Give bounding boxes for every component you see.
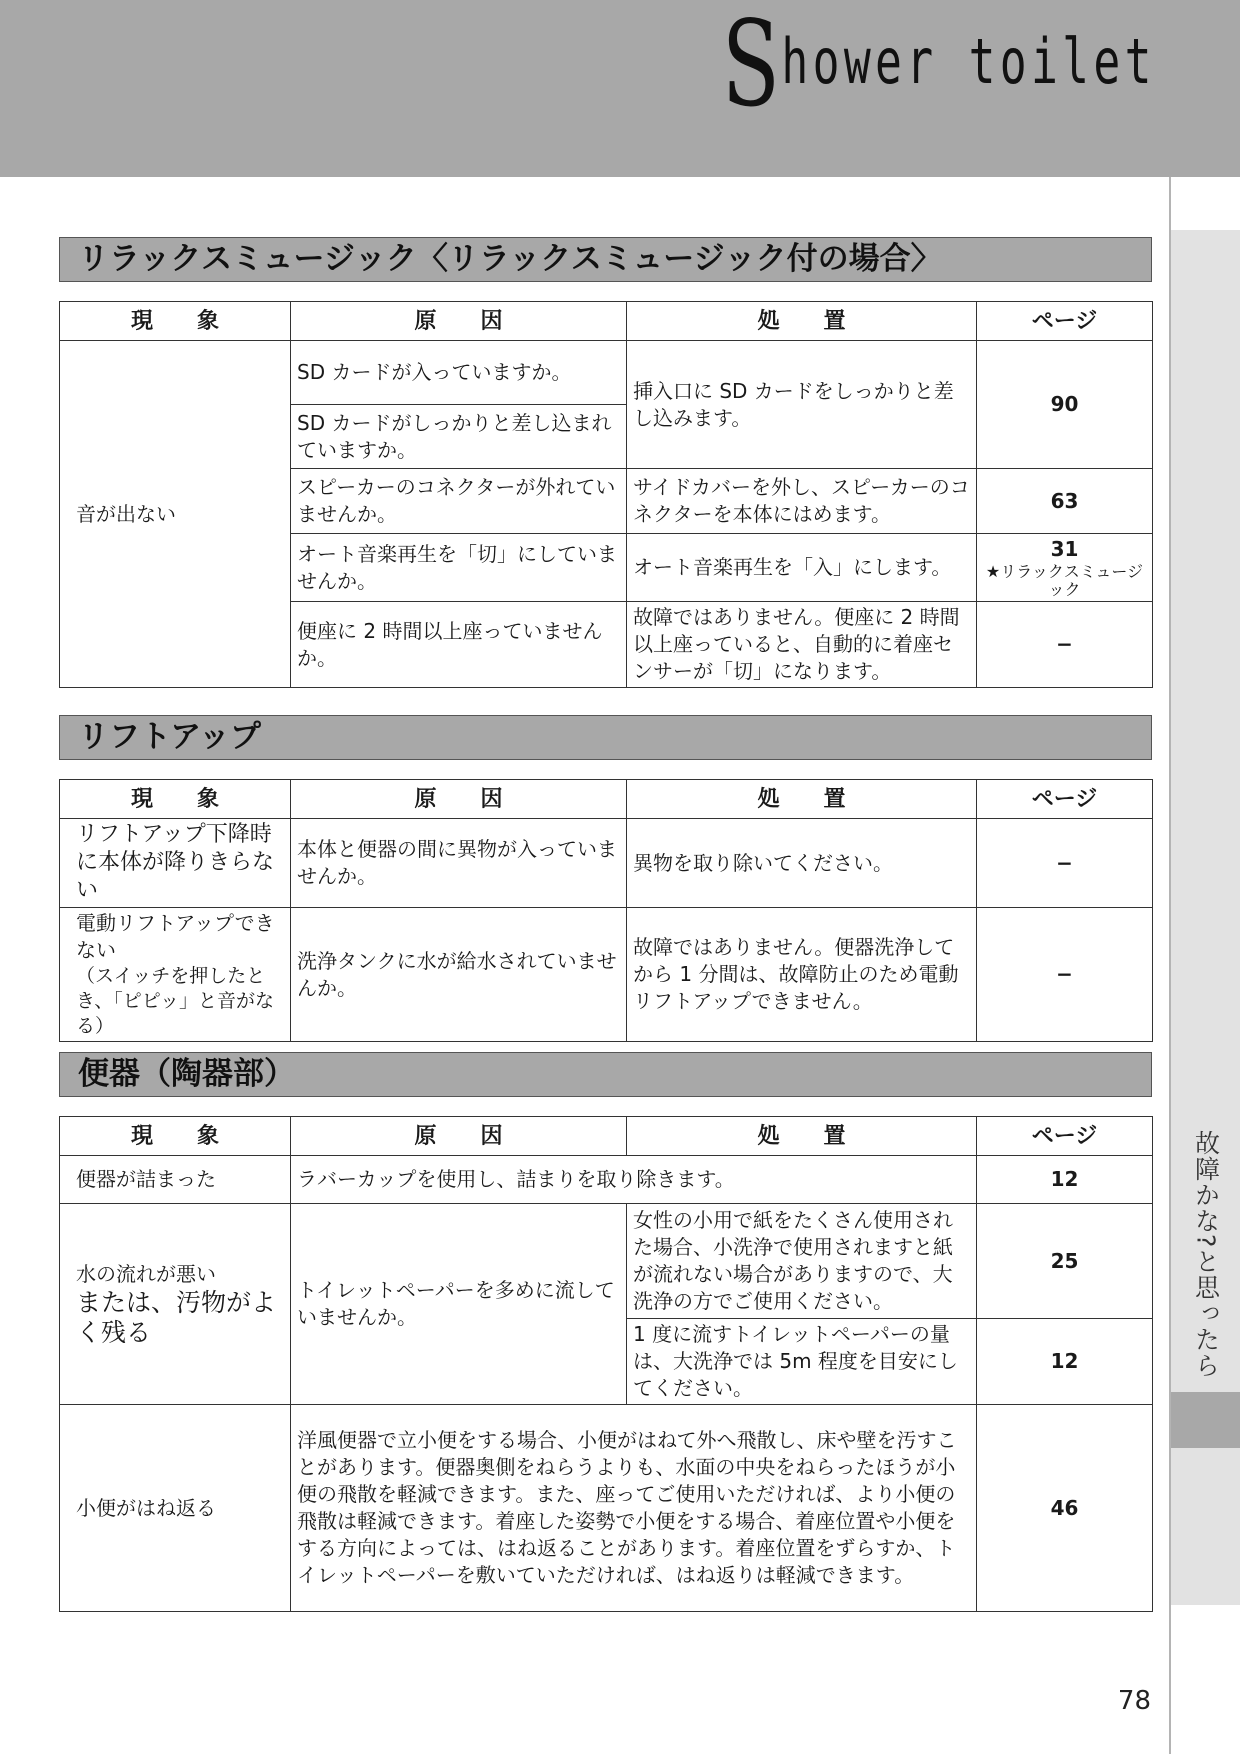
phenomenon-cell: 音が出ない [60,341,291,688]
col-cause: 原 因 [291,1117,627,1156]
page-ref: − [977,819,1153,908]
col-page: ページ [977,302,1153,341]
page-ref: 12 [977,1156,1153,1204]
table-row [60,908,1153,1042]
col-page: ページ [977,1117,1153,1156]
side-tab-label: 故障かな?と思ったら [1191,1130,1221,1379]
action-cell: 異物を取り除いてください。 [627,819,977,908]
cause-cell: スピーカーのコネクターが外れていませんか。 [291,469,627,534]
phenomenon-note: （スイッチを押したとき、「ピピッ」と音がなる） [76,965,274,1037]
table-header [60,1117,1153,1156]
table-row [60,819,1153,908]
col-action: 処 置 [627,1117,977,1156]
phenomenon-main: 電動リフトアップできない [76,911,275,962]
phenomenon-line2: または、汚物がよく残る [76,1287,277,1347]
action-cell: 女性の小用で紙をたくさん使用された場合、小洗浄で使用されますと紙が流れない場合がありますので、大洗浄の方でご使用ください。 [627,1204,977,1319]
table-lift-up [59,779,1153,1042]
col-page: ページ [977,780,1153,819]
table-relax-music [59,301,1153,688]
phenomenon-cell: 小便がはね返る [60,1405,291,1612]
page-ref: 46 [977,1405,1153,1612]
col-phenomenon: 現 象 [60,780,291,819]
cause-cell: 便座に 2 時間以上座っていませんか。 [291,602,627,688]
table-row [60,1204,1153,1319]
col-action: 処 置 [627,302,977,341]
cause-cell: オート音楽再生を「切」にしていませんか。 [291,534,627,602]
cause-cell: 本体と便器の間に異物が入っていませんか。 [291,819,627,908]
section-title-relax-music: リラックスミュージック〈リラックスミュージック付の場合〉 [59,237,1152,282]
cause-cell: トイレットペーパーを多めに流していませんか。 [291,1204,627,1405]
table-toilet-bowl [59,1116,1153,1612]
cause-cell: 洗浄タンクに水が給水されていませんか。 [291,908,627,1042]
brand-logo: Shower toilet [721,0,1156,133]
phenomenon-line1: 水の流れが悪い [76,1261,216,1286]
table-row [60,1405,1153,1612]
section-title-lift-up: リフトアップ [59,715,1152,760]
action-cell: 故障ではありません。便座に 2 時間以上座っていると、自動的に着座センサーが「切」になります。 [627,602,977,688]
action-cell: 故障ではありません。便器洗浄してから 1 分間は、故障防止のため電動リフトアップできません。 [627,908,977,1042]
table-header [60,780,1153,819]
col-phenomenon: 現 象 [60,302,291,341]
side-tab-marker [1171,1392,1240,1448]
page-number-cell: 31 [1050,537,1079,561]
phenomenon-cell: 便器が詰まった [60,1156,291,1204]
page-number: 78 [1117,1686,1151,1716]
col-cause: 原 因 [291,302,627,341]
page-ref [977,534,1153,602]
cause-cell: SD カードが入っていますか。 [291,341,627,405]
phenomenon-cell: リフトアップ下降時に本体が降りきらない [60,819,291,908]
page-note: ★リラックスミュージック [985,562,1144,599]
table-row [60,1156,1153,1204]
section-title-toilet-bowl: 便器（陶器部） [59,1052,1152,1097]
table-row [60,341,1153,405]
phenomenon-cell [60,1204,291,1405]
action-cell: サイドカバーを外し、スピーカーのコネクターを本体にはめます。 [627,469,977,534]
action-cell: 挿入口に SD カードをしっかりと差し込みます。 [627,341,977,469]
page-ref: 63 [977,469,1153,534]
page-ref: − [977,908,1153,1042]
page-ref: 25 [977,1204,1153,1319]
page-ref: 90 [977,341,1153,469]
table-header [60,302,1153,341]
page-ref: 12 [977,1319,1153,1405]
col-cause: 原 因 [291,780,627,819]
cause-action-cell: ラバーカップを使用し、詰まりを取り除きます。 [291,1156,977,1204]
cause-action-cell: 洋風便器で立小便をする場合、小便がはねて外へ飛散し、床や壁を汚すことがあります。便器奥側をねらうよりも、水面の中央をねらったほうが小便の飛散を軽減できます。また、座ってご使用いただければ、より小便の飛散は軽減できます。着座した姿勢で小便をする場合、着座位置や小便をする方向によっては、はね返ることがあります。着座位置をずらすか、トイレットペーパーを敷いていただければ、はね返りは軽減できます。 [291,1405,977,1612]
col-phenomenon: 現 象 [60,1117,291,1156]
phenomenon-cell [60,908,291,1042]
action-cell: オート音楽再生を「入」にします。 [627,534,977,602]
action-cell: 1 度に流すトイレットペーパーの量は、大洗浄では 5m 程度を目安にしてください。 [627,1319,977,1405]
page-ref: − [977,602,1153,688]
col-action: 処 置 [627,780,977,819]
cause-cell: SD カードがしっかりと差し込まれていますか。 [291,405,627,469]
